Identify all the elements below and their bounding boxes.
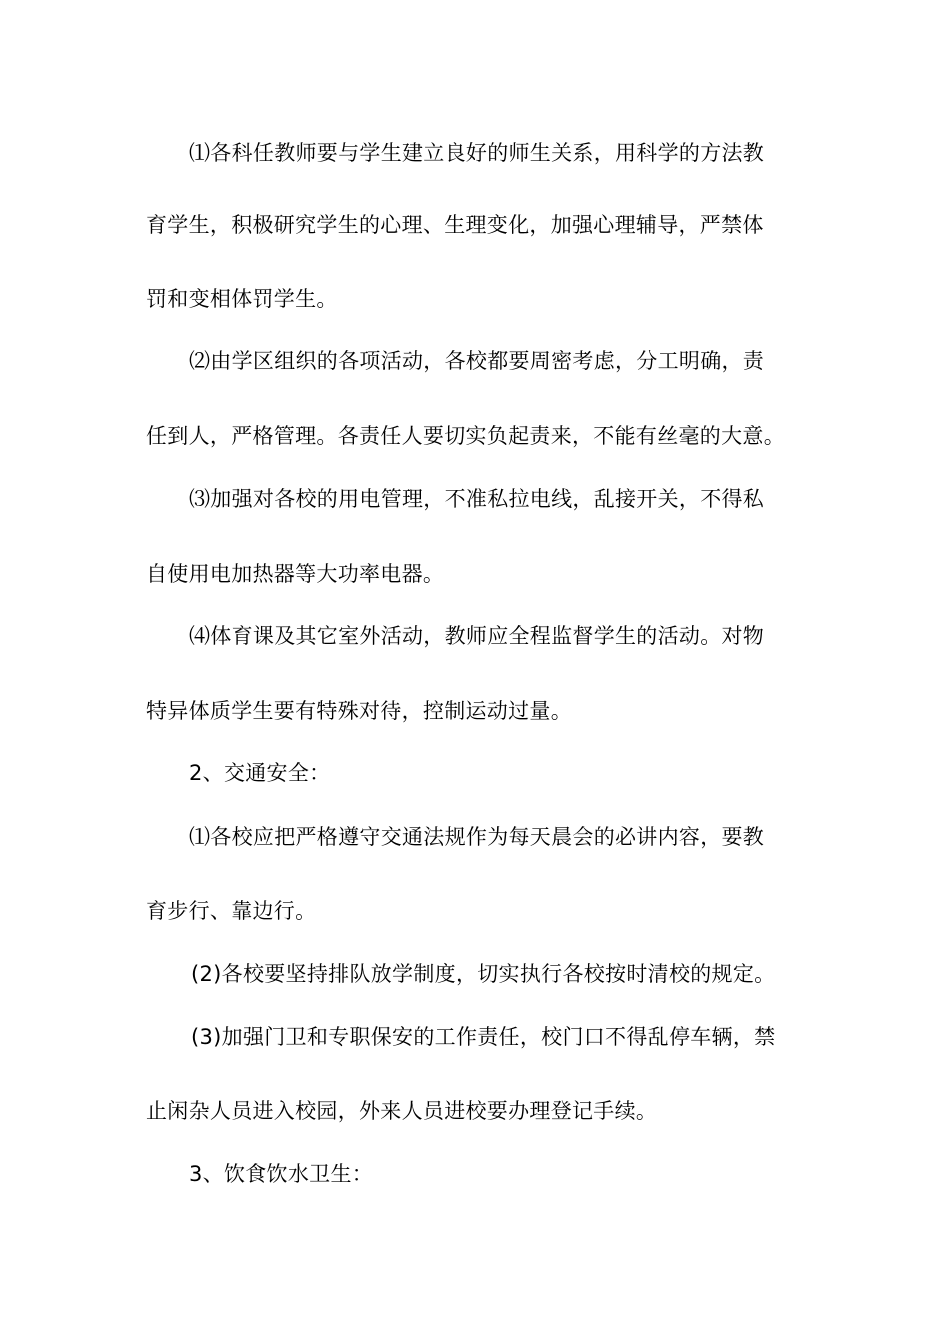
paragraph-1-line-3: 罚和变相体罚学生。 xyxy=(146,287,338,311)
paragraph-7-line-1: (3)加强门卫和专职保安的工作责任，校门口不得乱停车辆，禁 xyxy=(191,1025,776,1049)
section-heading-food-water: 3、饮食饮水卫生： xyxy=(189,1162,374,1186)
paragraph-3-line-1: ⑶加强对各校的用电管理，不准私拉电线，乱接开关，不得私 xyxy=(189,487,765,511)
paragraph-1-line-1: ⑴各科任教师要与学生建立良好的师生关系，用科学的方法教 xyxy=(189,141,765,165)
paragraph-4-line-1: ⑷体育课及其它室外活动，教师应全程监督学生的活动。对物 xyxy=(189,624,765,648)
paragraph-3-line-2: 自使用电加热器等大功率电器。 xyxy=(146,562,445,586)
paragraph-2-line-2: 任到人，严格管理。各责任人要切实负起责来，不能有丝毫的大意。 xyxy=(146,424,785,448)
paragraph-1-line-2: 育学生，积极研究学生的心理、生理变化，加强心理辅导，严禁体 xyxy=(146,213,764,237)
paragraph-5-line-2: 育步行、靠边行。 xyxy=(146,899,317,923)
section-heading-traffic: 2、交通安全： xyxy=(189,761,331,785)
paragraph-5-line-1: ⑴各校应把严格遵守交通法规作为每天晨会的必讲内容，要教 xyxy=(189,825,765,849)
paragraph-4-line-2: 特异体质学生要有特殊对待，控制运动过量。 xyxy=(146,699,572,723)
paragraph-7-line-2: 止闲杂人员进入校园，外来人员进校要办理登记手续。 xyxy=(146,1099,658,1123)
paragraph-6-line-1: (2)各校要坚持排队放学制度，切实执行各校按时清校的规定。 xyxy=(191,962,776,986)
paragraph-2-line-1: ⑵由学区组织的各项活动，各校都要周密考虑，分工明确，责 xyxy=(189,349,765,373)
